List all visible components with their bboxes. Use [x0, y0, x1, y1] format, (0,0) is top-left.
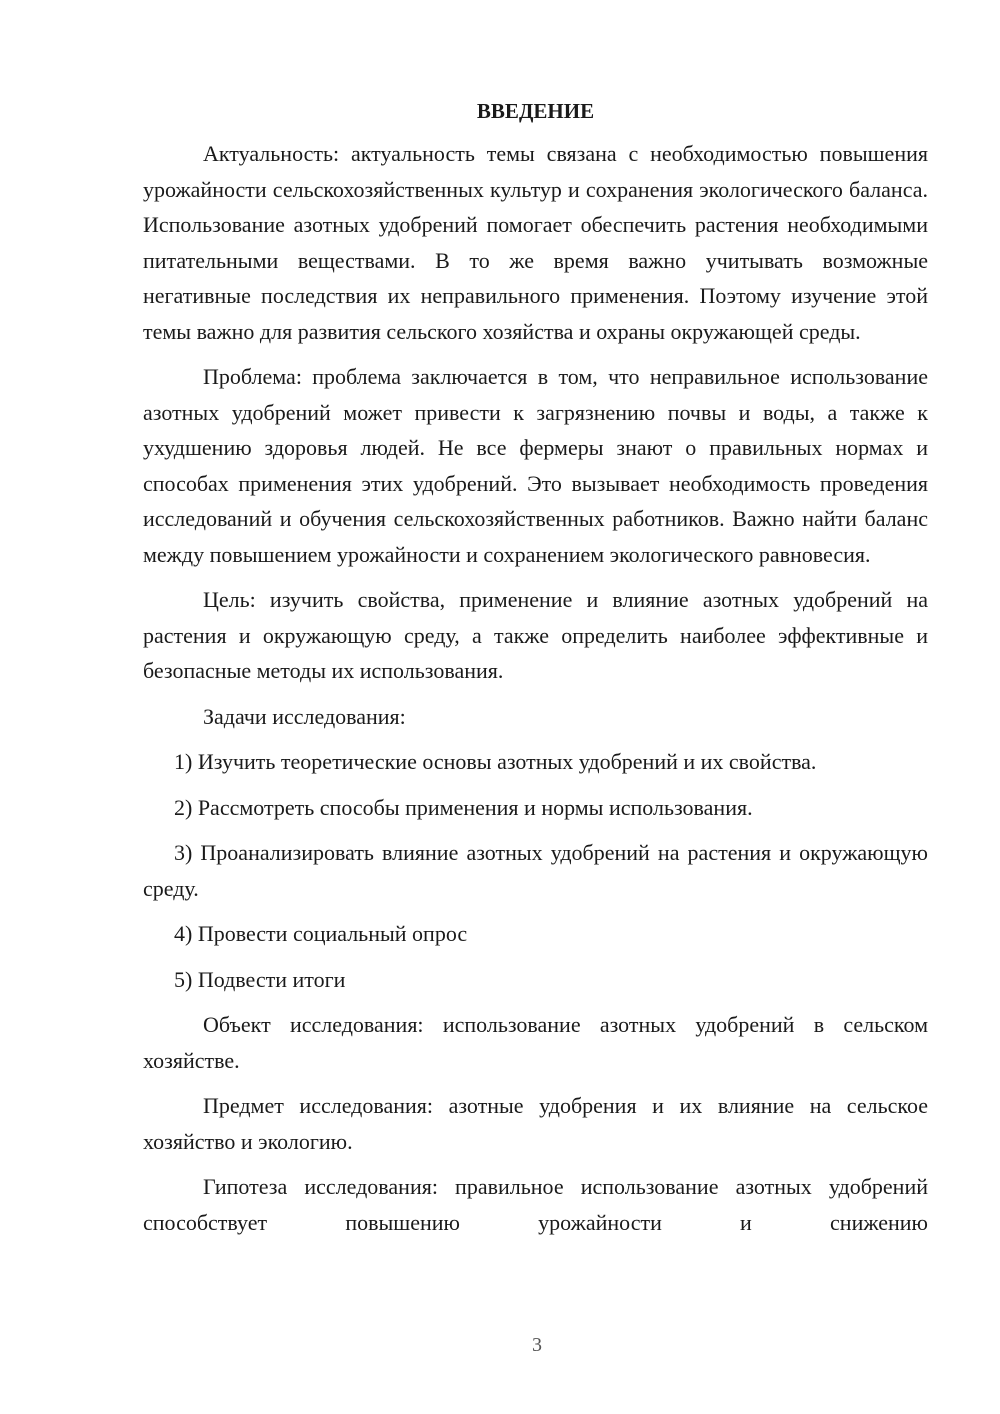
- relevance-paragraph: Актуальность: актуальность темы связана с необходимостью повышения урожайности сельскохозяйственных культур и сохранения экологического баланса. Использование азотных удобрений помогает обеспечить растения необходимыми питательными веществами. В то же время важно учитывать возможные негативные последствия их неправильного применения. Поэтому изучение этой темы важно для развития сельского хозяйства и охраны окружающей среды.: [143, 141, 928, 344]
- page-content: [143, 96, 928, 1250]
- subject-paragraph: Предмет исследования: азотные удобрения и их влияние на сельское хозяйство и экологию.: [143, 1093, 928, 1154]
- tasks-title: Задачи исследования:: [203, 703, 406, 729]
- hypothesis-paragraph: Гипотеза исследования: правильное использование азотных удобрений способствует повышению урожайности и снижению: [143, 1174, 928, 1235]
- task-item: 4) Провести социальный опрос: [174, 921, 468, 946]
- task-item: 2) Рассмотреть способы применения и нормы использования.: [174, 794, 753, 820]
- page-number: 3: [532, 1334, 542, 1356]
- goal-paragraph: Цель: изучить свойства, применение и влияние азотных удобрений на растения и окружающую среду, а также определить наиболее эффективные и безопасные методы их использования.: [143, 587, 928, 683]
- problem-paragraph: Проблема: проблема заключается в том, что неправильное использование азотных удобрений может привести к загрязнению почвы и воды, а также к ухудшению здоровья людей. Не все фермеры знают о правильных нормах и способах применения этих удобрений. Это вызывает необходимость проведения исследований и обучения сельскохозяйственных работников. Важно найти баланс между повышением урожайности и сохранением экологического равновесия.: [143, 364, 928, 567]
- task-item: 5) Подвести итоги: [174, 966, 346, 992]
- section-heading: ВВЕДЕНИЕ: [476, 99, 595, 123]
- task-item: 1) Изучить теоретические основы азотных удобрений и их свойства.: [174, 749, 817, 774]
- object-paragraph: Объект исследования: использование азотных удобрений в сельском хозяйстве.: [143, 1012, 928, 1073]
- task-item: 3) Проанализировать влияние азотных удобрений на растения и окружающую среду.: [143, 840, 928, 901]
